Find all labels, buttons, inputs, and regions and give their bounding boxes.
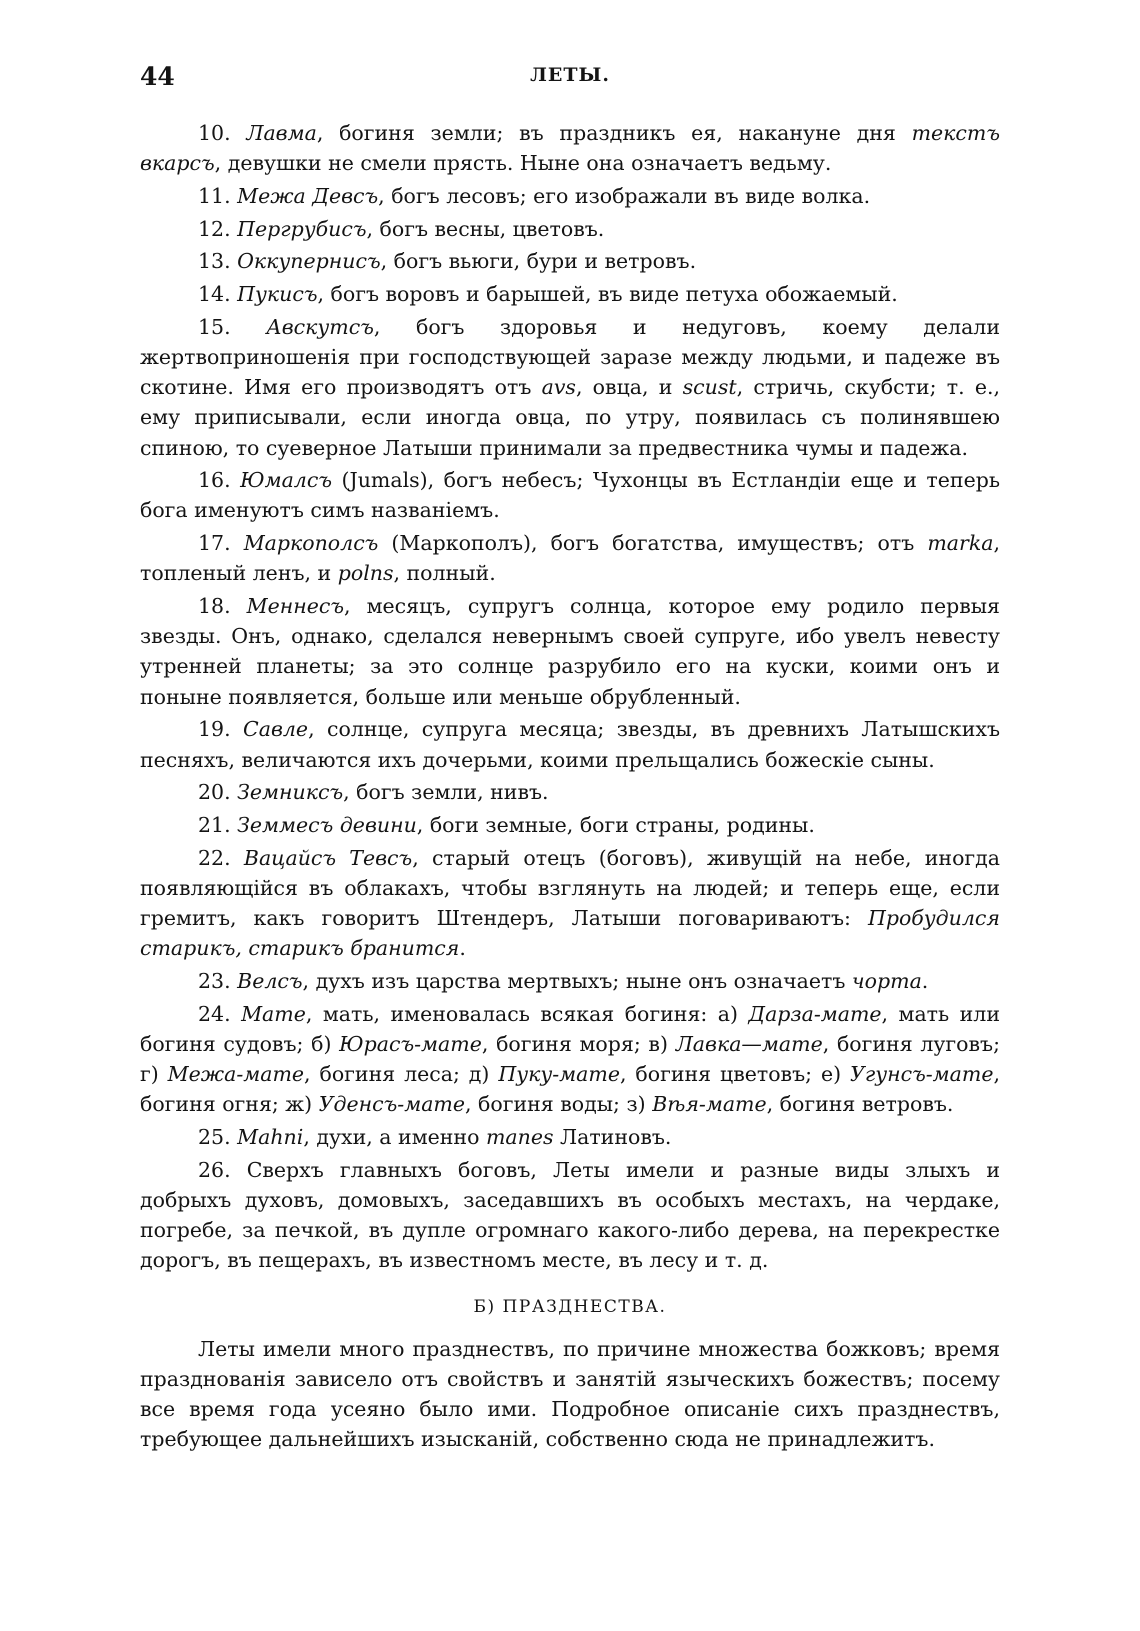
entry-number: 19.	[198, 717, 244, 742]
entry-text: , полный.	[393, 561, 496, 586]
entry-text: , солнце, супруга месяца; звезды, въ древнихъ Латышскихъ песняхъ, величаются ихъ дочерьми, коими прельщались божескіе сыны.	[140, 717, 1001, 772]
italic-term: Уденсъ-мате	[318, 1092, 465, 1117]
italic-term: Межа-мате	[167, 1062, 305, 1087]
entry-number: 24.	[198, 1001, 242, 1026]
deity-name: Земниксъ	[237, 780, 344, 805]
entry-text: Сверхъ главныхъ боговъ, Леты имели и разные виды злыхъ и добрыхъ духовъ, домовыхъ, заседавшихъ въ особыхъ местахъ, на чердаке, погребе, за печкой, въ дупле огромнаго какого-либо дерева, на перекрестке дорогъ, въ пещерахъ, въ известномъ месте, въ лесу и т. д.	[140, 1157, 1000, 1273]
deity-name: Велсъ	[237, 968, 303, 993]
deity-name: Авскутсъ	[266, 314, 374, 339]
entry-list	[140, 118, 1000, 1276]
entry-number: 26.	[198, 1157, 247, 1182]
italic-term: Угунсъ-мате	[850, 1062, 994, 1087]
entry-paragraph	[140, 528, 1000, 588]
page-header	[140, 62, 1000, 92]
entry-text: , мать, именовалась всякая богиня: а)	[305, 1001, 749, 1026]
entry-number: 21.	[198, 812, 238, 837]
entry-number: 18.	[198, 594, 247, 619]
entry-text: , богъ здоровья и недуговъ, коему делали жертвоприношенія при господствующей заразе между людьми, и падеже въ скотине. Имя его производятъ отъ	[140, 314, 1000, 400]
entry-text: , боги земные, боги страны, родины.	[416, 812, 815, 837]
entry-text: (Jumals), богъ небесъ; Чухонцы въ Естландіи еще и теперь бога именуютъ симъ названіемъ.	[140, 468, 1000, 523]
entry-paragraph	[140, 246, 1000, 276]
entry-paragraph	[140, 181, 1000, 211]
italic-term: текстъ вкарсъ	[140, 121, 1000, 176]
running-title: ЛЕТЫ.	[530, 64, 610, 86]
entry-paragraph	[140, 279, 1000, 309]
deity-name: Юмалсъ	[240, 468, 332, 493]
italic-term: Вѣя-мате	[652, 1092, 767, 1117]
entry-paragraph	[140, 118, 1000, 178]
entry-paragraph	[140, 1122, 1000, 1152]
entry-text: , богъ воровъ и барышей, въ виде петуха обожаемый.	[317, 282, 898, 307]
entry-text: Латиновъ.	[553, 1125, 672, 1149]
entry-text: , девушки не смели прясть. Ныне она означаетъ ведьму.	[214, 151, 832, 176]
italic-term: avs	[541, 375, 576, 400]
entry-paragraph	[140, 777, 1000, 807]
entry-text: , богъ весны, цветовъ.	[366, 216, 605, 241]
deity-name: Меннесъ	[246, 594, 345, 619]
entry-paragraph	[140, 999, 1000, 1120]
entry-paragraph	[140, 465, 1000, 525]
section-heading: Б) ПРАЗДНЕСТВА.	[473, 1296, 667, 1317]
deity-name: Земмесъ девини	[237, 812, 417, 837]
deity-name: Межа Девсъ	[237, 183, 379, 208]
entry-text: , богиня леса; д)	[304, 1062, 499, 1087]
entry-text: , богиня земли; въ праздникъ ея, накануне дня	[316, 121, 912, 145]
italic-term: Юрасъ-мате	[339, 1031, 482, 1056]
italic-term: manes	[485, 1125, 554, 1149]
entry-paragraph	[140, 843, 1000, 964]
entry-number: 10.	[198, 121, 247, 145]
entry-text: , мать или богиня судовъ; б)	[140, 1001, 1000, 1056]
entry-text: , богиня луговъ; г)	[140, 1031, 1001, 1087]
entry-text: , старый отецъ (боговъ), живущій на небе, иногда появляющійся въ облакахъ, чтобы взглянуть на людей; и теперь еще, если гремитъ, какъ говоритъ Штендеръ, Латыши поговариваютъ:	[140, 845, 1000, 931]
italic-term: Пробудился старикъ, старикъ бранится	[140, 906, 1000, 961]
deity-name: Вацайсъ Тевсъ	[243, 845, 413, 870]
deity-name: Савле	[243, 717, 309, 742]
entry-text: , богиня моря; в)	[481, 1031, 676, 1056]
entry-number: 12.	[198, 216, 238, 241]
entry-text: , богиня огня; ж)	[140, 1062, 1000, 1117]
entry-number: 14.	[198, 282, 238, 307]
deity-name: Маркополсъ	[243, 531, 379, 556]
italic-term: чорта	[851, 968, 922, 993]
entry-text: , месяцъ, супругъ солнца, которое ему родило первыя звезды. Онъ, однако, сделался невернымъ своей супруге, ибо увелъ невесту утренней планеты; за это солнце разрубило его на куски, коими онъ и понынe появляется, больше или меньше обрубленный.	[140, 594, 1000, 709]
entry-number: 16.	[198, 468, 241, 493]
section-paragraph: Леты имели много празднествъ, по причине множества божковъ; время празднованія зависело отъ свойствъ и занятій языческихъ божествъ; посему все время года усеяно было ими. Подробное описаніе сихъ празднествъ, требующее дальнейшихъ изысканій, собственно сюда не принадлежитъ.	[140, 1336, 1000, 1452]
page-number: 44	[140, 62, 175, 91]
deity-name: Mahni	[237, 1125, 304, 1149]
deity-name: Лавма	[246, 121, 317, 145]
deity-name: Мате	[241, 1001, 306, 1026]
entry-paragraph	[140, 312, 1000, 463]
italic-term: Дарза-мате	[748, 1001, 882, 1026]
entry-text: , богиня ветровъ.	[766, 1092, 954, 1117]
entry-paragraph	[140, 1155, 1000, 1276]
entry-number: 23.	[198, 968, 238, 993]
italic-term: polns	[337, 561, 394, 586]
entry-number: 11.	[198, 183, 238, 208]
italic-term: Лавка—мате	[675, 1031, 823, 1056]
entry-paragraph	[140, 714, 1000, 774]
entry-number: 22.	[198, 845, 244, 870]
entry-number: 25.	[198, 1125, 238, 1149]
deity-name: Пергрубисъ	[237, 216, 367, 241]
entry-text: , овца, и	[575, 375, 683, 400]
italic-term: scust	[682, 375, 737, 400]
italic-term: marka	[927, 531, 994, 556]
entry-paragraph	[140, 591, 1000, 712]
italic-term: Пуку-мате	[498, 1062, 620, 1087]
entry-text: , духи, а именно	[303, 1125, 486, 1149]
entry-number: 20.	[198, 780, 238, 805]
deity-name: Оккупернисъ	[237, 249, 381, 274]
entry-text: .	[921, 968, 929, 993]
entry-text: , богиня цветовъ; е)	[619, 1062, 851, 1087]
deity-name: Пукисъ	[237, 282, 318, 307]
entry-number: 17.	[198, 531, 244, 556]
entry-text: , богъ вьюги, бури и ветровъ.	[380, 249, 697, 274]
entry-paragraph	[140, 214, 1000, 244]
entry-text: , стричь, скубсти; т. е., ему приписывали, если иногда овца, по утру, появилась съ полинявшею спиною, то суеверное Латыши принимали за предвестника чумы и падежа.	[140, 375, 1000, 460]
entry-text: , топленый ленъ, и	[140, 531, 1000, 586]
entry-text: .	[459, 936, 466, 961]
entry-text: (Маркополъ), богъ богатства, имуществъ; отъ	[378, 531, 928, 556]
entry-text: , духъ изъ царства мертвыхъ; ныне онъ означаетъ	[302, 968, 852, 993]
entry-paragraph	[140, 810, 1000, 840]
entry-text: , богъ земли, нивъ.	[343, 780, 549, 805]
entry-paragraph	[140, 966, 1000, 996]
entry-text: , богъ лесовъ; его изображали въ виде волка.	[378, 183, 871, 208]
body-text	[140, 118, 1000, 1455]
entry-text: , богиня воды; з)	[465, 1092, 653, 1117]
entry-number: 13.	[198, 249, 238, 274]
entry-number: 15.	[198, 314, 267, 339]
